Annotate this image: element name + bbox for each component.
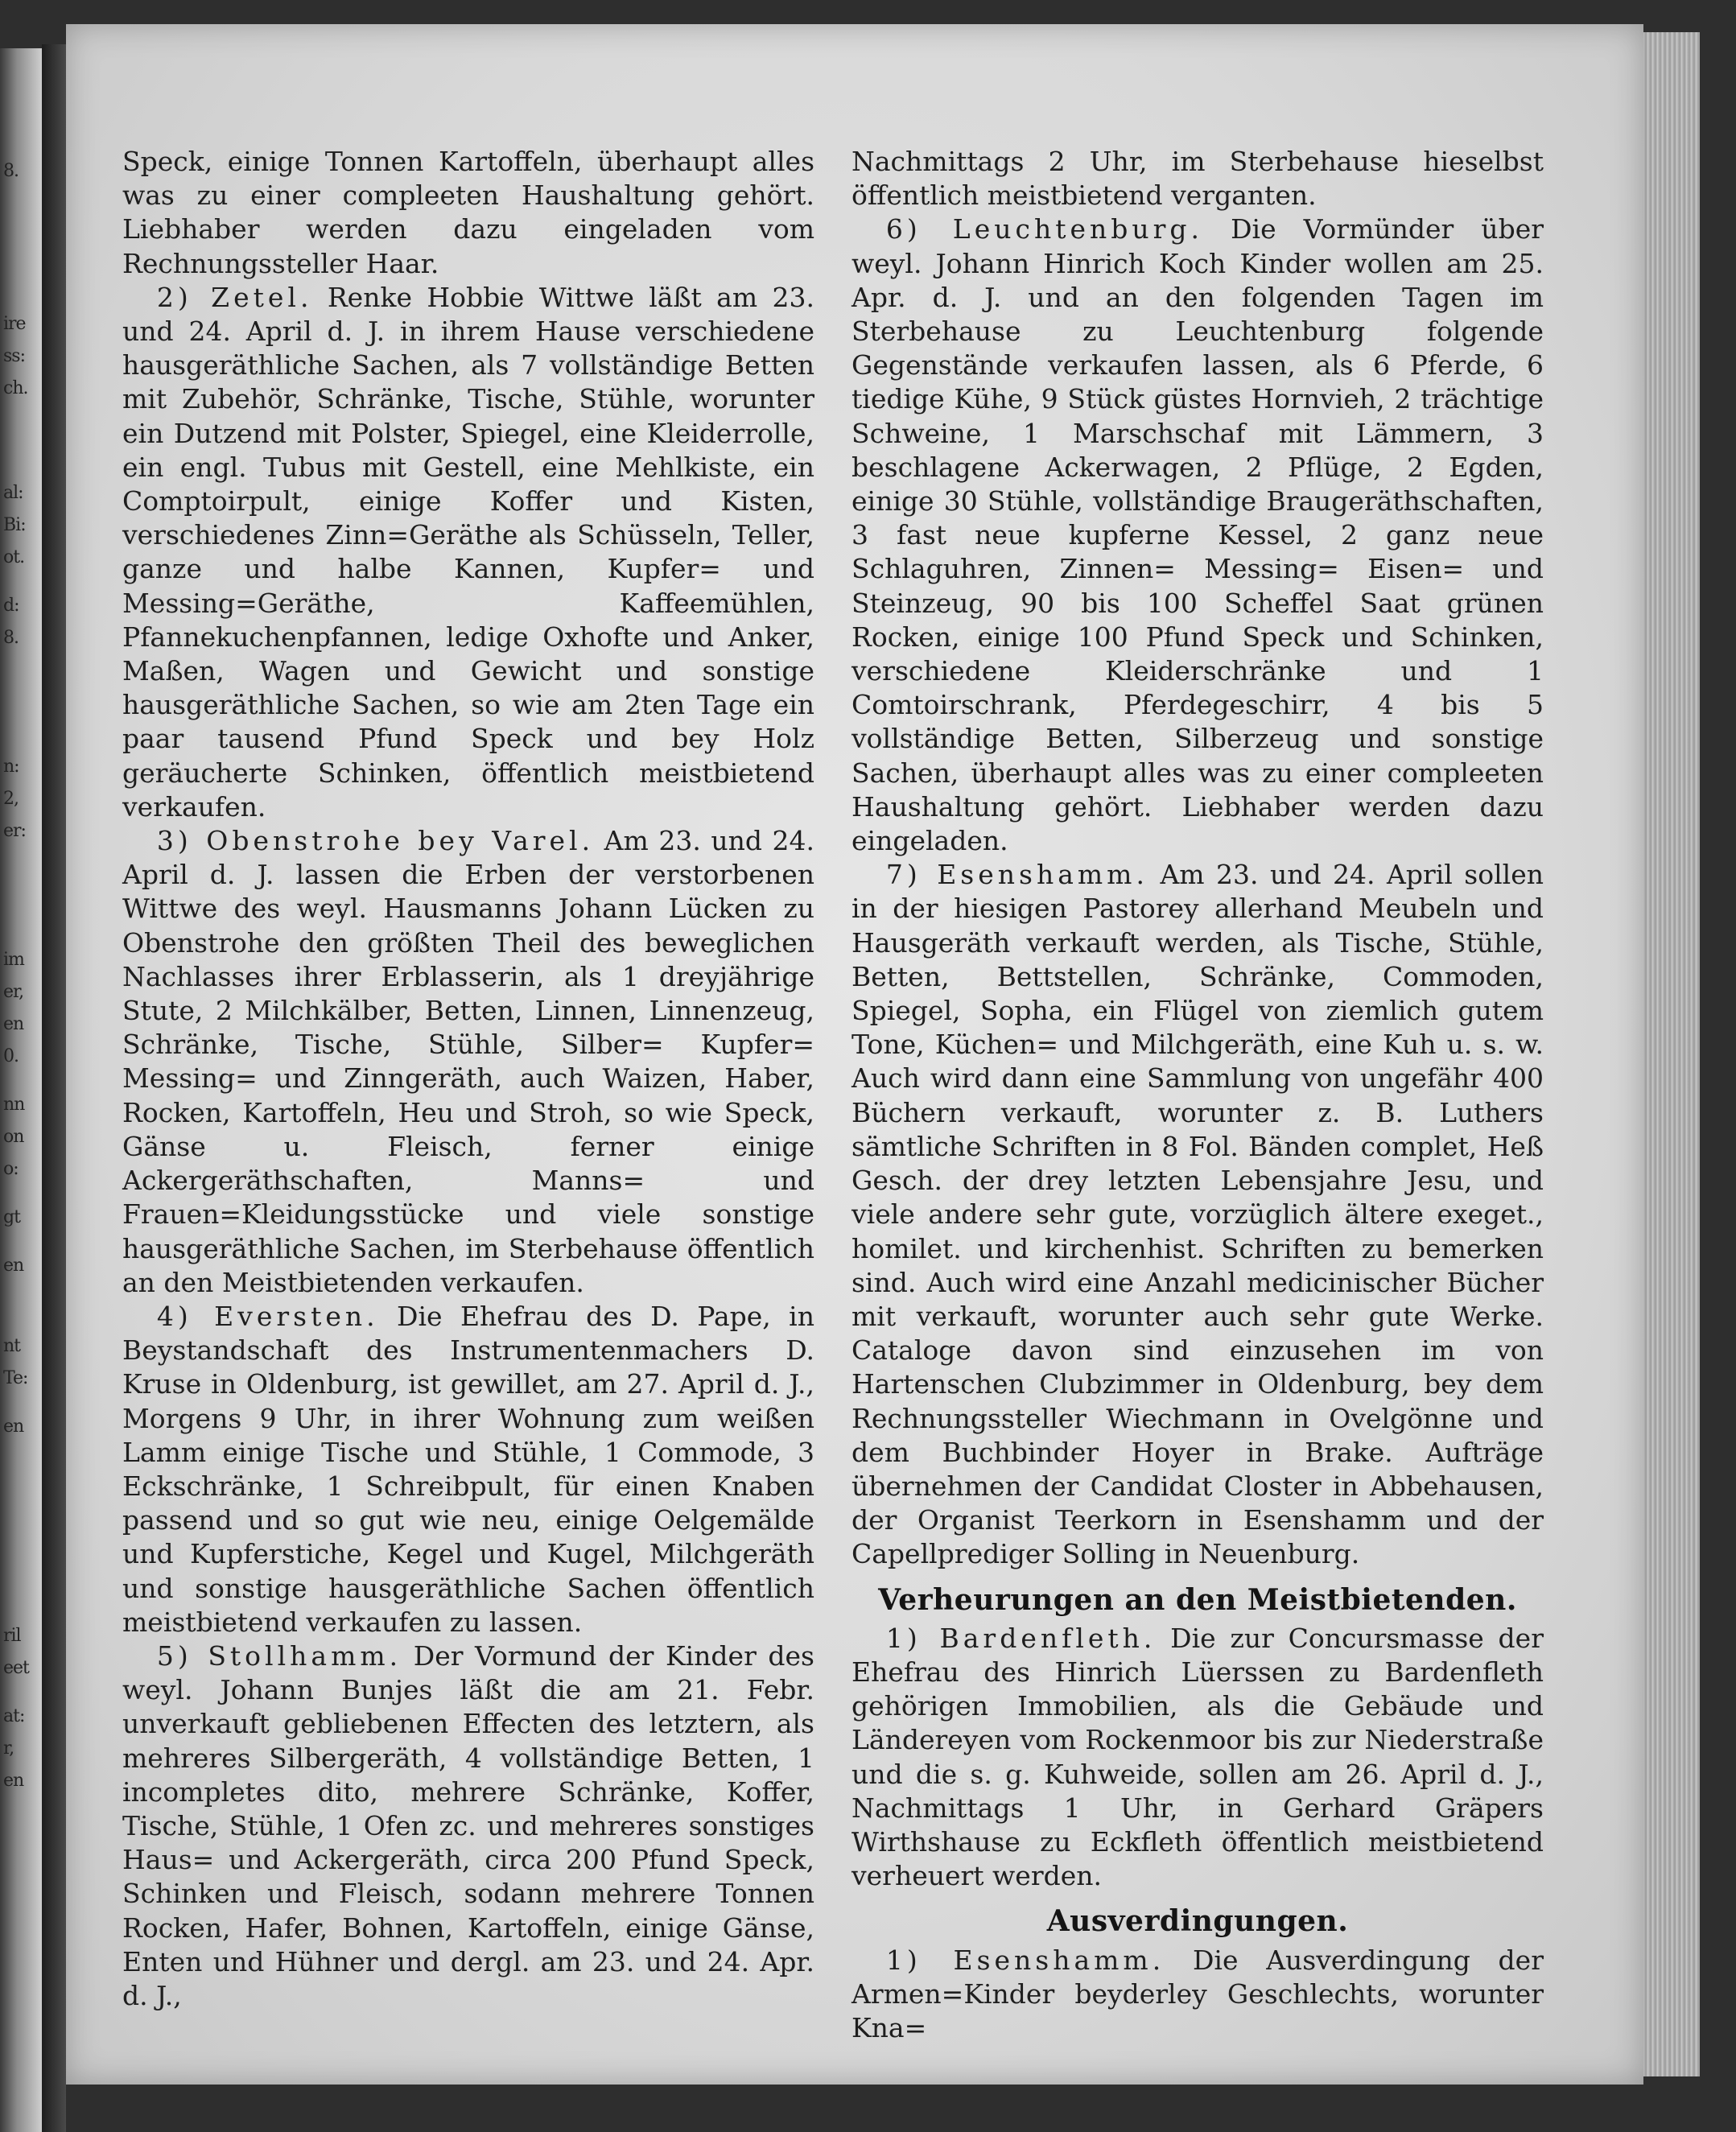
section-heading: Ausverdingungen.: [1046, 1904, 1349, 1939]
notice-text: Die zur Concursmasse der Ehefrau des Hinrich Lüerssen zu Bardenfleth gehörigen Immobilien, als die Gebäude und Ländereyen vom Rockenmoor bis zur Niederstraße und die s. g. Kuhweide, sollen am 26. April d. J., Nachmittags 1 Uhr, in Gerhard Gräpers Wirthshause zu Eckfleth öffentlich meistbietend verheuert werden.: [852, 1622, 1544, 1892]
margin-fragment: eet: [3, 1658, 29, 1678]
margin-fragment: at:: [3, 1706, 25, 1726]
margin-fragment: 8.: [3, 161, 19, 181]
place-heading: 3) Obenstrohe bey Varel.: [156, 825, 595, 857]
margin-fragment: 2,: [3, 789, 19, 809]
notice-paragraph: [852, 858, 1544, 1571]
margin-fragment: er,: [3, 982, 24, 1002]
margin-fragment: d:: [3, 596, 19, 616]
place-heading: 1) Esenshamm.: [885, 1944, 1165, 1976]
margin-fragment: en: [3, 1256, 24, 1276]
margin-fragment: nn: [3, 1095, 25, 1115]
margin-fragment: Te:: [3, 1368, 28, 1388]
document-page: [66, 24, 1643, 2085]
notice-paragraph: [122, 824, 814, 1300]
notice-text: Am 23. und 24. April d. J. lassen die Erben der verstorbenen Wittwe des weyl. Hausmanns Johann Lücken zu Obenstrohe den größten Theil des beweglichen Nachlasses ihrer Erblasserin, als 1 dreyjährige Stute, 2 Milchkälber, Betten, Linnen, Linnenzeug, Schränke, Tische, Stühle, Silber= Kupfer= Messing= und Zinngeräth, auch Waizen, Haber, Rocken, Kartoffeln, Heu und Stroh, so wie Speck, Gänse u. Fleisch, ferner einige Ackergeräthschaften, Manns= und Frauen=Kleidungsstücke und viele sonstige hausgeräthliche Sachen, im Sterbehause öffentlich an den Meistbietenden verkaufen.: [122, 825, 815, 1298]
margin-fragment: ss:: [3, 346, 25, 366]
notice-text: Die Vormünder über weyl. Johann Hinrich Koch Kinder wollen am 25. Apr. d. J. und an den folgenden Tagen im Sterbehause zu Leuchtenburg folgende Gegenstände verkaufen lassen, als 6 Pferde, 6 tiedige Kühe, 9 Stück güstes Hornvieh, 2 trächtige Schweine, 1 Marschschaf mit Lämmern, 3 beschlagene Ackerwagen, 2 Pflüge, 2 Egden, einige 30 Stühle, vollständige Braugeräthschaften, 3 fast neue kupferne Kessel, 2 ganz neue Schlaguhren, Zinnen= Messing= Eisen= und Steinzeug, 90 bis 100 Scheffel Saat grünen Rocken, einige 100 Pfund Speck und Schinken, verschiedene Kleiderschränke und 1 Comtoirschrank, Pferdegeschirr, 4 bis 5 vollständige Betten, Silberzeug und sonstige Sachen, überhaupt alles was zu einer compleeten Haushaltung gehört. Liebhaber werden dazu eingeladen.: [852, 213, 1544, 857]
notice-paragraph: [852, 145, 1544, 212]
margin-fragment: gt: [3, 1207, 20, 1227]
section-heading: Verheurungen an den Meistbietenden.: [878, 1582, 1517, 1617]
notice-text: Renke Hobbie Wittwe läßt am 23. und 24. April d. J. in ihrem Hause verschiedene hausgeräthliche Sachen, als 7 vollständige Betten mit Zubehör, Schränke, Tische, Stühle, worunter ein Dutzend mit Polster, Spiegel, eine Kleiderrolle, ein engl. Tubus mit Gestell, eine Mehlkiste, ein Comptoirpult, einige Koffer und Kisten, verschiedenes Zinn=Geräthe als Schüsseln, Teller, ganze und halbe Kannen, Kupfer= und Messing=Geräthe, Kaffeemühlen, Pfannekuchenpfannen, ledige Oxhofte und Anker, Maßen, Wagen und Gewicht und sonstige hausgeräthliche Sachen, so wie am 2ten Tage ein paar tausend Pfund Speck und bey Holz geräucherte Schinken, öffentlich meistbietend verkaufen.: [122, 281, 814, 823]
place-heading: 2) Zetel.: [156, 281, 313, 313]
margin-fragment: en: [3, 1417, 24, 1437]
notice-paragraph: [852, 1622, 1544, 1894]
notice-paragraph: [122, 1300, 814, 1639]
margin-fragment: im: [3, 950, 24, 970]
notice-paragraph: [122, 1639, 814, 2013]
notice-paragraph: [852, 212, 1544, 858]
book-gutter: [42, 44, 66, 2132]
margin-fragment: en: [3, 1771, 24, 1791]
margin-fragment: Bi:: [3, 515, 26, 535]
notice-text: Nachmittags 2 Uhr, im Sterbehause hieselbst öffentlich meistbietend verganten.: [852, 146, 1544, 212]
margin-fragment: ire: [3, 314, 26, 334]
margin-fragment: er:: [3, 821, 26, 841]
margin-fragment: 8.: [3, 628, 19, 648]
left-column: [122, 145, 814, 2013]
margin-fragment: ot.: [3, 547, 25, 567]
margin-fragment: al:: [3, 483, 23, 503]
notice-text: Die Ehefrau des D. Pape, in Beystandschaft des Instrumentenmachers D. Kruse in Oldenburg, ist gewillet, am 27. April d. J., Morgens 9 Uhr, in ihrer Wohnung zum weißen Lamm einige Tische und Stühle, 1 Commode, 3 Eckschränke, 1 Schreibpult, für einen Knaben passend und so gut wie neu, einige Oelgemälde und Kupferstiche, Kegel und Kugel, Milchgeräth und sonstige hausgeräthliche Sachen öffentlich meistbietend verkaufen zu lassen.: [122, 1300, 814, 1638]
margin-fragment: ch.: [3, 378, 28, 398]
margin-fragment: ril: [3, 1626, 21, 1646]
margin-fragment: nt: [3, 1336, 21, 1356]
place-heading: 5) Stollhamm.: [156, 1639, 402, 1672]
margin-fragment: n:: [3, 757, 19, 777]
notice-paragraph: [122, 145, 814, 281]
notice-text: Der Vormund der Kinder des weyl. Johann Bunjes läßt die am 21. Febr. unverkauft gebliebenen Effecten des letztern, als mehreres Silbergeräth, 4 vollständige Betten, 1 incompletes dito, mehrere Schränke, Koffer, Tische, Stühle, 1 Ofen zc. und mehreres sonstiges Haus= und Ackergeräth, circa 200 Pfund Speck, Schinken und Fleisch, sodann mehrere Tonnen Rocken, Hafer, Bohnen, Kartoffeln, einige Gänse, Enten und Hühner und dergl. am 23. und 24. Apr. d. J.,: [122, 1639, 814, 2011]
place-heading: 4) Eversten.: [156, 1300, 379, 1332]
margin-fragment: en: [3, 1014, 24, 1034]
place-heading: 6) Leuchtenburg.: [885, 213, 1204, 245]
notice-text: Die Ausverdingung der Armen=Kinder beyderley Geschlechts, worunter Kna=: [852, 1944, 1544, 2043]
margin-fragment: on: [3, 1127, 24, 1147]
notice-text: Am 23. und 24. April sollen in der hiesigen Pastorey allerhand Meubeln und Hausgeräth verkauft werden, als Tische, Stühle, Betten, Bettstellen, Schränke, Commoden, Spiegel, Sopha, ein Flügel von ziemlich gutem Tone, Küchen= und Milchgeräth, eine Kuh u. s. w. Auch wird dann eine Sammlung von ungefähr 400 Büchern verkauft, worunter z. B. Luthers sämtliche Schriften in 8 Fol. Bänden complet, Heß Gesch. der drey letzten Lebensjahre Jesu, und viele andere sehr gute, vorzüglich ältere exeget., homilet. und kirchenhist. Schriften zu bemerken sind. Auch wird eine Anzahl medicinischer Bücher mit verkauft, worunter auch sehr gute Werke. Cataloge davon sind einzusehen im von Hartenschen Clubzimmer in Oldenburg, bey dem Rechnungssteller Wiechmann in Ovelgönne und dem Buchbinder Hoyer in Brake. Aufträge übernehmen der Candidat Closter in Abbehausen, der Organist Teerkorn in Esenshamm und der Capellprediger Solling in Neuenburg.: [852, 859, 1544, 1570]
notice-paragraph: [852, 1944, 1544, 2046]
place-heading: 7) Esenshamm.: [885, 859, 1148, 891]
notice-paragraph: [122, 281, 814, 824]
margin-fragment: o:: [3, 1159, 19, 1179]
page-edges: [1643, 32, 1700, 2076]
margin-fragment: r,: [3, 1738, 14, 1759]
place-heading: 1) Bardenfleth.: [885, 1622, 1157, 1654]
notice-text: Speck, einige Tonnen Kartoffeln, überhaupt alles was zu einer compleeten Haushaltung gehört. Liebhaber werden dazu eingeladen vom Rechnungssteller Haar.: [122, 146, 814, 279]
right-column: [852, 145, 1544, 2045]
margin-fragment: 0.: [3, 1046, 19, 1066]
adjacent-page-margin: [0, 48, 42, 2132]
